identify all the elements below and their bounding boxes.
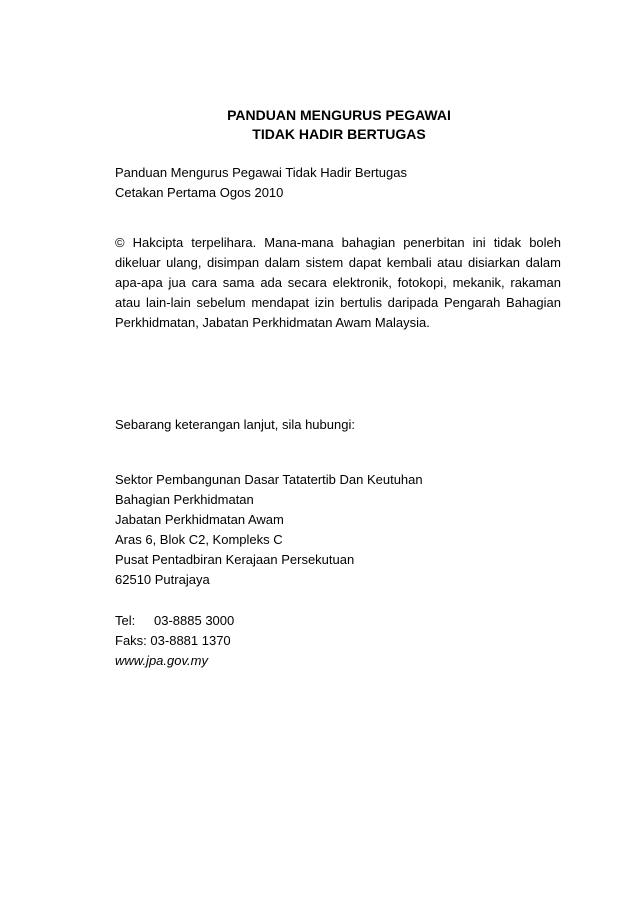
contact-intro-text: Sebarang keterangan lanjut, sila hubungi:: [115, 417, 355, 432]
contact-address: [115, 470, 561, 590]
fax-number: 03-8881 1370: [150, 633, 231, 648]
publication-name: Panduan Mengurus Pegawai Tidak Hadir Bertugas: [115, 165, 407, 180]
copyright-line: dikeluar ulang, disimpan dalam sistem dapat kembali atau disiarkan dalam: [115, 255, 561, 270]
address-line: Sektor Pembangunan Dasar Tatatertib Dan Keutuhan: [115, 472, 423, 487]
address-line: Bahagian Perkhidmatan: [115, 492, 254, 507]
copyright-line: apa-apa jua cara sama ada secara elektronik, fotokopi, mekanik, rakaman: [115, 275, 561, 290]
copyright-line: © Hakcipta terpelihara. Mana-mana bahagian penerbitan ini tidak boleh: [115, 235, 561, 250]
address-line: Aras 6, Blok C2, Kompleks C: [115, 532, 283, 547]
contact-intro: [115, 415, 561, 435]
address-line: Jabatan Perkhidmatan Awam: [115, 512, 284, 527]
fax: [115, 631, 561, 651]
document-title-line-1: PANDUAN MENGURUS PEGAWAI: [227, 107, 451, 123]
fax-label: Faks:: [115, 633, 147, 648]
address-line: Pusat Pentadbiran Kerajaan Persekutuan: [115, 552, 355, 567]
address-line: 62510 Putrajaya: [115, 572, 210, 587]
telephone: [115, 611, 561, 631]
telephone-label: Tel:: [115, 613, 136, 628]
contact-details: [115, 611, 561, 671]
copyright-line: Perkhidmatan, Jabatan Perkhidmatan Awam Malaysia.: [115, 315, 430, 330]
website-link[interactable]: www.jpa.gov.my: [115, 653, 208, 668]
copyright-line: atau lain-lain sebelum mendapat izin bertulis daripada Pengarah Bahagian: [115, 295, 561, 310]
publication-edition: Cetakan Pertama Ogos 2010: [115, 185, 284, 200]
copyright-notice: [115, 233, 561, 333]
document-title-line-2: TIDAK HADIR BERTUGAS: [252, 126, 426, 142]
publication-info: [115, 163, 561, 203]
telephone-number: 03-8885 3000: [154, 613, 235, 628]
